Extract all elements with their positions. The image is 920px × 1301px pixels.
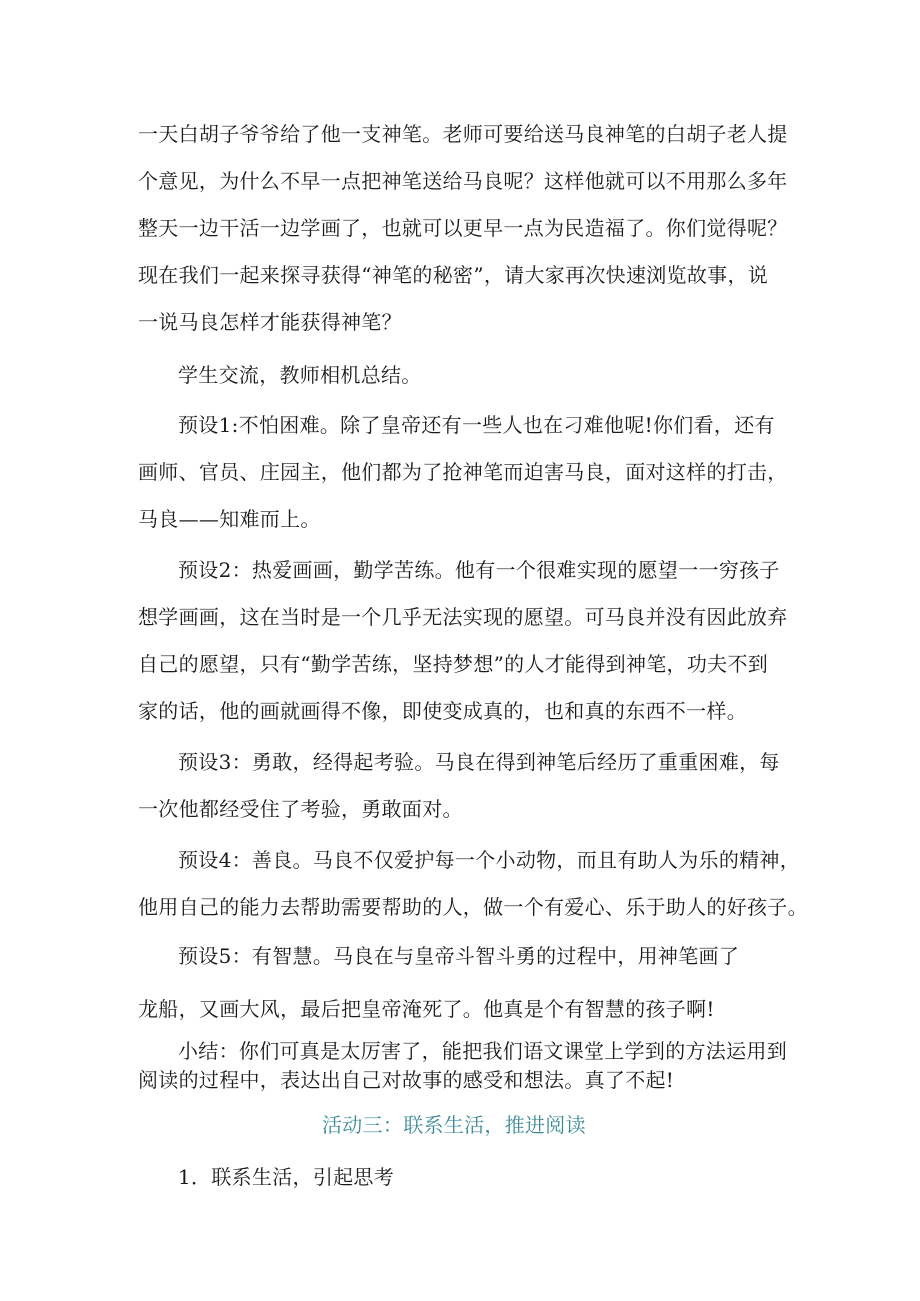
paragraph-line: 龙船，又画大风，最后把皇帝淹死了。他真是个有智慧的孩子啊! (138, 997, 715, 1021)
paragraph-line: 一说马良怎样才能获得神笔？ (138, 310, 402, 334)
subheading: 1．联系生活，引起思考 (178, 1165, 395, 1189)
paragraph-line: 他用自己的能力去帮助需要帮助的人，做一个有爱心、乐于助人的好孩子。 (138, 895, 808, 919)
paragraph-line: 个意见，为什么不早一点把神笔送给马良呢？这样他就可以不用那么多年 (138, 169, 788, 193)
paragraph-line: 预设5：有智慧。马良在与皇帝斗智斗勇的过程中，用神笔画了 (178, 944, 740, 968)
paragraph-line: 预设4：善良。马良不仅爱护每一个小动物，而且有助人为乐的精神， (178, 848, 801, 872)
paragraph-line: 小结：你们可真是太厉害了，能把我们语文课堂上学到的方法运用到 (178, 1039, 787, 1063)
paragraph-line: 一天白胡子爷爷给了他一支神笔。老师可要给送马良神笔的白胡子老人提 (138, 122, 788, 146)
paragraph-line: 预设1:不怕困难。除了皇帝还有一些人也在刁难他呢!你们看，还有 (178, 413, 775, 437)
paragraph-line: 家的话，他的画就画得不像，即使变成真的，也和真的东西不一样。 (138, 699, 747, 723)
paragraph-line: 整天一边干活一边学画了，也就可以更早一点为民造福了。你们觉得呢？ (138, 216, 788, 240)
section-heading: 活动三：联系生活，推进阅读 (322, 1113, 586, 1137)
paragraph-line: 现在我们一起来探寻获得“神笔的秘密”，请大家再次快速浏览故事，说 (138, 263, 769, 287)
paragraph-line: 预设3：勇敢，经得起考验。马良在得到神笔后经历了重重困难，每 (178, 750, 780, 774)
paragraph-line: 预设2：热爱画画，勤学苦练。他有一个很难实现的愿望一一穷孩子 (178, 558, 780, 582)
paragraph-line: 画师、官员、庄园主，他们都为了抢神笔而迫害马良，面对这样的打击， (138, 460, 788, 484)
paragraph-line: 阅读的过程中，表达出自己对故事的感受和想法。真了不起! (138, 1068, 675, 1092)
paragraph-line: 学生交流，教师相机总结。 (178, 363, 422, 387)
paragraph-line: 想学画画，这在当时是一个几乎无法实现的愿望。可马良并没有因此放弃 (138, 605, 788, 629)
paragraph-line: 自己的愿望，只有“勤学苦练，坚持梦想”的人才能得到神笔，功夫不到 (138, 652, 769, 676)
paragraph-line: 一次他都经受住了考验，勇敢面对。 (138, 797, 463, 821)
paragraph-line: 马良——知难而上。 (138, 507, 321, 531)
